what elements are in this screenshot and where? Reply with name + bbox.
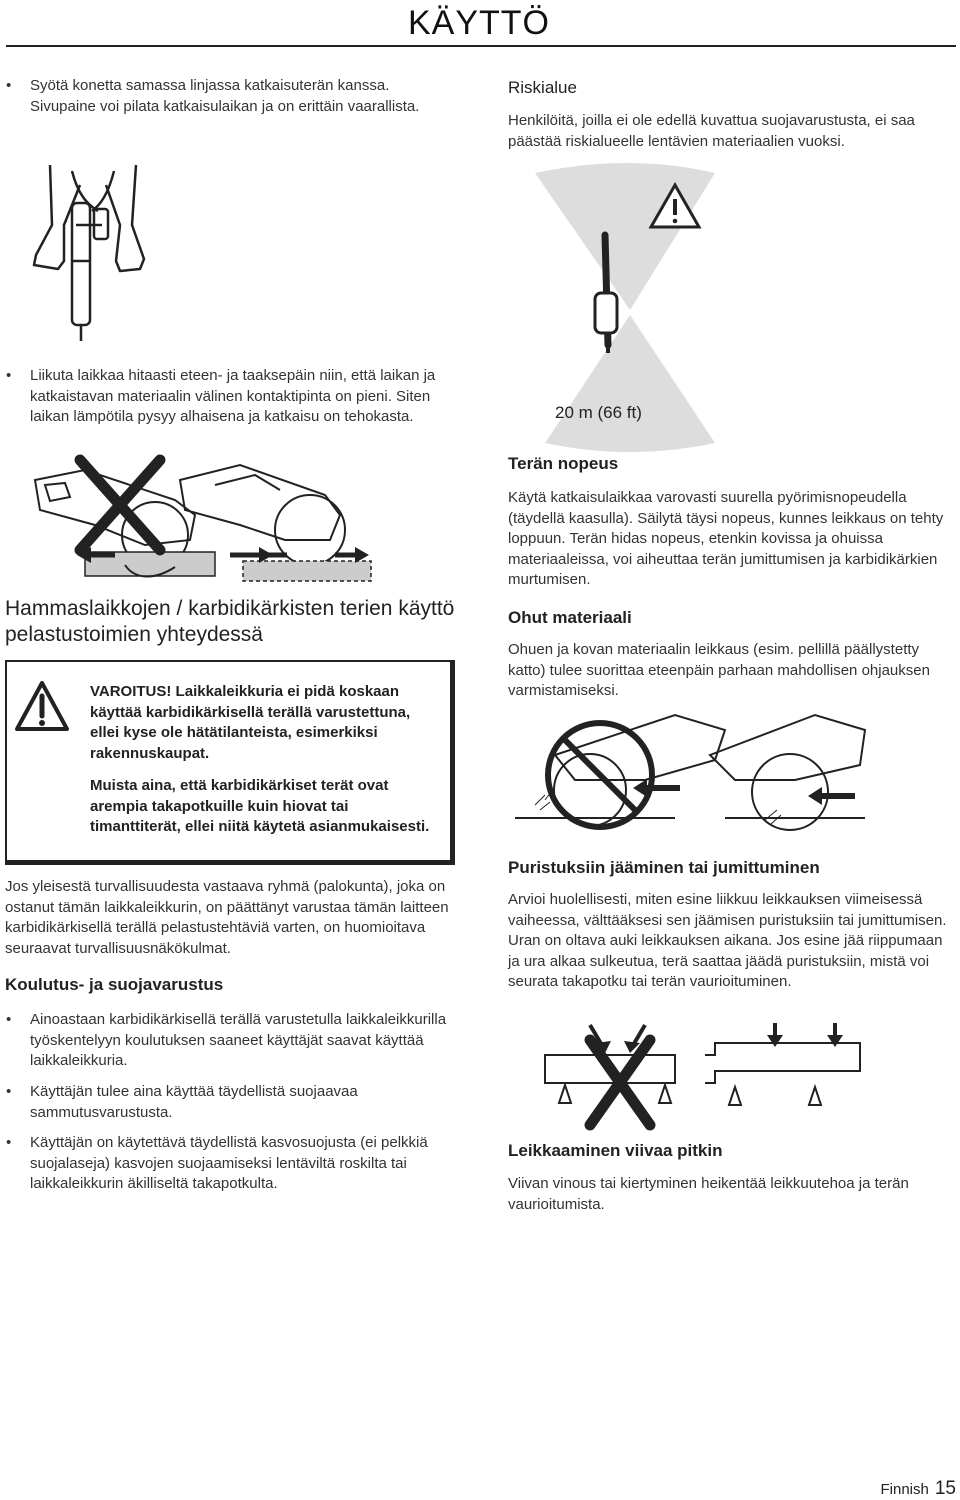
header-rule bbox=[6, 45, 956, 47]
bullet-text: Käyttäjän on käytettävä täydellistä kasvosuojusta (ei pelkkiä suojalaseja) kasvojen suojaamiseksi lentäviltä roskilta tai laikkaleikkurin äkilliseltä takapotkulta. bbox=[30, 1134, 428, 1192]
warning-body-1: Laikkaleikkuria ei pidä koskaan käyttää karbidikärkisellä terällä varustettuna, ellei kyse ole hätätilanteista, esimerkiksi rakennuskaupat. bbox=[90, 683, 411, 762]
operator-front-illustration bbox=[28, 165, 158, 345]
bullet-dot: • bbox=[6, 1134, 12, 1151]
thin-material-heading: Ohut materiaali bbox=[508, 608, 632, 627]
warning-text-1 bbox=[90, 682, 440, 764]
thin-material-text: Ohuen ja kovan materiaalin leikkaus (esim. pellillä päällystetty katto) tulee suorittaa eteenpäin parhaan mahdollisen ohjauksen varmistamiseksi. bbox=[508, 641, 930, 699]
page-footer bbox=[881, 1478, 957, 1500]
cutting-line-heading: Leikkaaminen viivaa pitkin bbox=[508, 1141, 723, 1160]
risk-zone-heading: Riskialue bbox=[508, 78, 577, 97]
bullet-text: Syötä konetta samassa linjassa katkaisuterän kanssa. Sivupaine voi pilata katkaisulaikan ja on erittäin vaarallista. bbox=[30, 77, 420, 115]
bullet-dot: • bbox=[6, 367, 12, 384]
page-title: KÄYTTÖ bbox=[407, 4, 550, 42]
bullet-dot: • bbox=[6, 1083, 12, 1100]
cutting-line-text: Viivan vinous tai kiertyminen heikentää leikkuutehoa ja terän vaurioitumista. bbox=[508, 1175, 909, 1213]
bullet-move-slowly bbox=[6, 366, 450, 428]
blade-speed-text: Käytä katkaisulaikkaa varovasti suurella pyörimisnopeudella (täydellä kaasulla). Säilytä täysi nopeus, kunnes leikkaus on tehty loppuun. Terän hidas nopeus, etenkin kovissa ja ohuissa materiaaleissa, voi aiheuttaa terän jumittumisen ja karbidikärkien murtumisen. bbox=[508, 489, 944, 588]
thin-material-illustration bbox=[515, 700, 875, 830]
bullet-text: Liikuta laikkaa hitaasti eteen- ja taaksepäin niin, että laikan ja katkaistavan materiaalin välinen kontaktipinta on pieni. Siten laikan lämpötila pysyy alhaisena ja katkaisu on tehokasta. bbox=[30, 367, 436, 425]
risk-zone-text: Henkilöitä, joilla ei ole edellä kuvattua suojavarustusta, ei saa päästää riskialueelle lentävien materiaalien vuoksi. bbox=[508, 112, 915, 150]
bullet-dot: • bbox=[6, 77, 12, 94]
pinching-heading: Puristuksiin jääminen tai jumittuminen bbox=[508, 858, 820, 877]
training-bullet-1 bbox=[6, 1010, 450, 1072]
footer-language: Finnish bbox=[880, 1481, 929, 1498]
bullet-text: Käyttäjän tulee aina käyttää täydellistä suojaavaa sammutusvarustusta. bbox=[30, 1083, 358, 1121]
training-heading: Koulutus- ja suojavarustus bbox=[5, 975, 224, 994]
warning-triangle-icon bbox=[14, 680, 70, 732]
warning-label: VAROITUS! bbox=[90, 683, 172, 700]
page-header bbox=[0, 0, 960, 44]
bullet-feed-in-line bbox=[6, 76, 450, 117]
cutting-motion-illustration bbox=[25, 455, 385, 585]
training-bullet-3 bbox=[6, 1133, 450, 1195]
training-bullet-2 bbox=[6, 1082, 450, 1123]
pinching-illustration bbox=[545, 1015, 860, 1135]
rescue-paragraph: Jos yleisestä turvallisuudesta vastaava ryhmä (palokunta), joka on ostanut tämän laikkaleikkurin, on päättänyt varustaa tämän laitteen karbidikärkisellä terällä pelastustehtäviä varten, on huomioitava seuraavat turvallisuusnäkökulmat. bbox=[5, 878, 449, 957]
page-number: 15 bbox=[934, 1478, 956, 1499]
bullet-text: Ainoastaan karbidikärkisellä terällä varustetulla laikkaleikkurilla työskentelyyn koulutuksen saaneet käyttäjät saavat käyttää laikkaleikkuria. bbox=[30, 1011, 447, 1069]
rescue-use-heading: Hammaslaikkojen / karbidikärkisten terien käyttö pelastustoimien yhteydessä bbox=[5, 597, 455, 646]
warning-text-2: Muista aina, että karbidikärkiset terät ovat arempia takapotkuille kuin hiovat tai timanttiterät, ellei niitä käytetä asianmukaisesti. bbox=[90, 777, 430, 835]
pinching-text: Arvioi huolellisesti, miten esine liikkuu leikkauksen viimeisessä vaiheessa, välttääksesi sen jäämisen puristuksiin tai jumittumisen. Uran on oltava auki leikkauksen aikana. Jos esine jää riippumaan ja ura alkaa sulkeutua, terä saattaa jäädä puristuksiin, mistä voi seurata takapotku tai terän vaurioituminen. bbox=[508, 891, 947, 990]
distance-label: 20 m (66 ft) bbox=[555, 403, 642, 422]
blade-speed-heading: Terän nopeus bbox=[508, 454, 619, 473]
bullet-dot: • bbox=[6, 1011, 12, 1028]
